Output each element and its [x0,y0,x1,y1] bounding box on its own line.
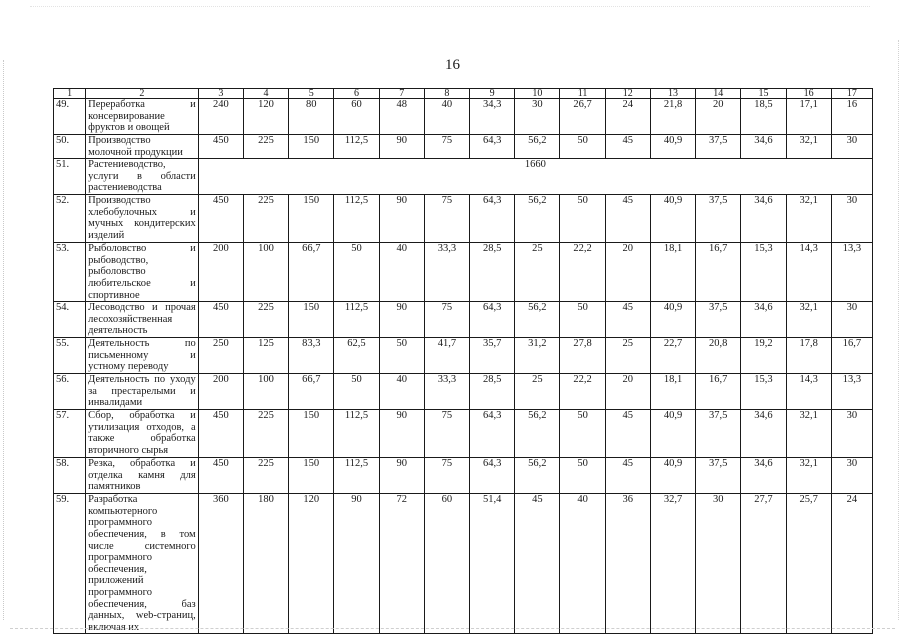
column-header-7: 7 [379,89,424,99]
column-header-15: 15 [741,89,786,99]
value-cell: 15,3 [741,374,786,410]
value-cell: 64,3 [470,135,515,159]
value-cell: 50 [334,374,379,410]
value-cell: 225 [243,195,288,243]
value-cell: 45 [515,494,560,634]
value-cell: 450 [198,410,243,458]
value-cell: 90 [379,458,424,494]
value-cell: 40,9 [650,302,695,338]
value-cell: 80 [289,99,334,135]
table-row [54,243,873,302]
value-cell: 120 [289,494,334,634]
value-cell: 34,6 [741,410,786,458]
value-cell: 27,8 [560,338,605,374]
value-cell: 40,9 [650,458,695,494]
value-cell: 30 [831,135,872,159]
value-cell: 64,3 [470,410,515,458]
value-cell: 90 [379,195,424,243]
value-cell: 250 [198,338,243,374]
value-cell: 90 [379,302,424,338]
value-cell: 60 [424,494,469,634]
value-cell: 22,2 [560,374,605,410]
value-cell: 21,8 [650,99,695,135]
value-cell: 26,7 [560,99,605,135]
column-header-12: 12 [605,89,650,99]
value-cell: 64,3 [470,458,515,494]
value-cell: 37,5 [696,458,741,494]
value-cell: 16,7 [696,374,741,410]
value-cell: 100 [243,374,288,410]
value-cell: 16,7 [696,243,741,302]
value-cell: 41,7 [424,338,469,374]
row-number: 59. [54,494,86,634]
value-cell: 200 [198,243,243,302]
value-cell: 18,1 [650,243,695,302]
value-cell: 17,1 [786,99,831,135]
row-number: 55. [54,338,86,374]
row-number: 52. [54,195,86,243]
activity-name: Резка, обработка и отделка камня для памятников [86,458,199,494]
value-cell: 50 [560,458,605,494]
value-cell: 50 [334,243,379,302]
value-cell: 33,3 [424,243,469,302]
value-cell: 100 [243,243,288,302]
row-number: 50. [54,135,86,159]
value-cell: 48 [379,99,424,135]
activity-name: Деятельность по письменному и устному переводу [86,338,199,374]
value-cell: 112,5 [334,458,379,494]
activity-name: Деятельность по уходу за престарелыми и инвалидами [86,374,199,410]
value-cell: 50 [560,410,605,458]
value-cell: 32,1 [786,135,831,159]
value-cell: 25,7 [786,494,831,634]
column-header-11: 11 [560,89,605,99]
column-header-2: 2 [86,89,199,99]
value-cell: 64,3 [470,195,515,243]
value-cell: 125 [243,338,288,374]
value-cell: 50 [560,302,605,338]
value-cell: 45 [605,195,650,243]
value-cell: 225 [243,135,288,159]
value-cell: 34,6 [741,458,786,494]
column-header-1: 1 [54,89,86,99]
value-cell: 56,2 [515,135,560,159]
row-number: 51. [54,159,86,195]
column-header-17: 17 [831,89,872,99]
value-cell: 75 [424,195,469,243]
value-cell: 30 [831,410,872,458]
column-header-9: 9 [470,89,515,99]
value-cell: 15,3 [741,243,786,302]
value-cell: 40 [560,494,605,634]
value-cell: 200 [198,374,243,410]
value-cell: 360 [198,494,243,634]
row-number: 49. [54,99,86,135]
column-header-8: 8 [424,89,469,99]
table-row [54,302,873,338]
value-cell: 83,3 [289,338,334,374]
table-row [54,494,873,634]
value-cell: 40,9 [650,410,695,458]
value-cell: 40,9 [650,195,695,243]
activity-name: Лесоводство и прочая лесохозяйственная деятельность [86,302,199,338]
value-cell: 150 [289,410,334,458]
value-cell: 37,5 [696,195,741,243]
value-cell: 28,5 [470,243,515,302]
value-cell: 75 [424,458,469,494]
value-cell: 90 [379,135,424,159]
page-number: 16 [445,57,460,73]
value-cell: 19,2 [741,338,786,374]
value-cell: 34,6 [741,195,786,243]
value-cell: 25 [515,374,560,410]
value-cell: 56,2 [515,195,560,243]
column-header-16: 16 [786,89,831,99]
value-cell: 450 [198,458,243,494]
value-cell: 17,8 [786,338,831,374]
value-cell: 31,2 [515,338,560,374]
value-cell: 37,5 [696,135,741,159]
table-row [54,374,873,410]
value-cell: 37,5 [696,410,741,458]
value-cell: 20 [605,374,650,410]
scan-artifact-left [3,60,5,620]
value-cell: 34,6 [741,302,786,338]
value-cell: 37,5 [696,302,741,338]
value-cell: 450 [198,195,243,243]
value-cell: 225 [243,410,288,458]
table-row [54,338,873,374]
value-cell: 30 [515,99,560,135]
value-cell: 56,2 [515,302,560,338]
value-cell: 112,5 [334,410,379,458]
value-cell: 150 [289,458,334,494]
table-row [54,410,873,458]
value-cell: 112,5 [334,302,379,338]
merged-value-cell: 1660 [198,159,872,195]
scan-artifact-top [30,6,870,8]
value-cell: 50 [560,135,605,159]
value-cell: 32,1 [786,410,831,458]
value-cell: 64,3 [470,302,515,338]
value-cell: 75 [424,302,469,338]
value-cell: 32,1 [786,458,831,494]
value-cell: 34,3 [470,99,515,135]
value-cell: 36 [605,494,650,634]
value-cell: 32,1 [786,195,831,243]
value-cell: 33,3 [424,374,469,410]
value-cell: 28,5 [470,374,515,410]
value-cell: 14,3 [786,243,831,302]
table-row [54,195,873,243]
value-cell: 13,3 [831,374,872,410]
row-number: 54. [54,302,86,338]
activity-name: Растениеводство, услуги в области растениеводства [86,159,199,195]
column-header-13: 13 [650,89,695,99]
value-cell: 45 [605,458,650,494]
column-header-6: 6 [334,89,379,99]
value-cell: 34,6 [741,135,786,159]
value-cell: 72 [379,494,424,634]
activity-name: Сбор, обработка и утилизация отходов, а также обработка вторичного сырья [86,410,199,458]
value-cell: 30 [696,494,741,634]
value-cell: 45 [605,302,650,338]
value-cell: 30 [831,458,872,494]
table-body [54,99,873,634]
activity-name: Переработка и консервирование фруктов и овощей [86,99,199,135]
value-cell: 16,7 [831,338,872,374]
activity-name: Производство молочной продукции [86,135,199,159]
row-number: 56. [54,374,86,410]
value-cell: 30 [831,302,872,338]
value-cell: 150 [289,302,334,338]
value-cell: 35,7 [470,338,515,374]
value-cell: 18,5 [741,99,786,135]
value-cell: 40 [379,243,424,302]
column-header-14: 14 [696,89,741,99]
value-cell: 18,1 [650,374,695,410]
value-cell: 45 [605,410,650,458]
value-cell: 32,7 [650,494,695,634]
value-cell: 225 [243,458,288,494]
value-cell: 40 [424,99,469,135]
value-cell: 75 [424,135,469,159]
value-cell: 66,7 [289,374,334,410]
column-header-3: 3 [198,89,243,99]
table-row [54,458,873,494]
table-row [54,159,873,195]
value-cell: 56,2 [515,410,560,458]
value-cell: 240 [198,99,243,135]
value-cell: 75 [424,410,469,458]
value-cell: 50 [379,338,424,374]
value-cell: 51,4 [470,494,515,634]
value-cell: 62,5 [334,338,379,374]
header-row [54,89,873,99]
value-cell: 120 [243,99,288,135]
activity-name: Производство хлебобулочных и мучных кондитерских изделий [86,195,199,243]
value-cell: 66,7 [289,243,334,302]
activity-name: Рыболовство и рыбоводство, рыболовство любительское и спортивное [86,243,199,302]
column-header-10: 10 [515,89,560,99]
column-header-5: 5 [289,89,334,99]
value-cell: 25 [605,338,650,374]
value-cell: 112,5 [334,195,379,243]
scan-artifact-bottom [10,628,895,630]
value-cell: 225 [243,302,288,338]
table-header [54,89,873,99]
value-cell: 24 [831,494,872,634]
value-cell: 13,3 [831,243,872,302]
value-cell: 30 [831,195,872,243]
value-cell: 22,2 [560,243,605,302]
value-cell: 90 [379,410,424,458]
column-header-4: 4 [243,89,288,99]
value-cell: 32,1 [786,302,831,338]
value-cell: 50 [560,195,605,243]
value-cell: 450 [198,135,243,159]
value-cell: 60 [334,99,379,135]
row-number: 53. [54,243,86,302]
value-cell: 90 [334,494,379,634]
value-cell: 450 [198,302,243,338]
tariff-table [53,88,873,634]
value-cell: 24 [605,99,650,135]
value-cell: 20 [696,99,741,135]
value-cell: 27,7 [741,494,786,634]
value-cell: 40 [379,374,424,410]
table-row [54,135,873,159]
value-cell: 180 [243,494,288,634]
value-cell: 150 [289,135,334,159]
value-cell: 20,8 [696,338,741,374]
value-cell: 45 [605,135,650,159]
row-number: 58. [54,458,86,494]
value-cell: 25 [515,243,560,302]
value-cell: 22,7 [650,338,695,374]
value-cell: 16 [831,99,872,135]
value-cell: 112,5 [334,135,379,159]
value-cell: 20 [605,243,650,302]
activity-name: Разработка компьютерного программного обеспечения, в том числе системного программного обеспечения, приложений программного обеспечения, баз данных, web-страниц, включая их [86,494,199,634]
value-cell: 150 [289,195,334,243]
row-number: 57. [54,410,86,458]
scan-artifact-right [898,40,900,620]
value-cell: 14,3 [786,374,831,410]
value-cell: 40,9 [650,135,695,159]
value-cell: 56,2 [515,458,560,494]
table-row [54,99,873,135]
